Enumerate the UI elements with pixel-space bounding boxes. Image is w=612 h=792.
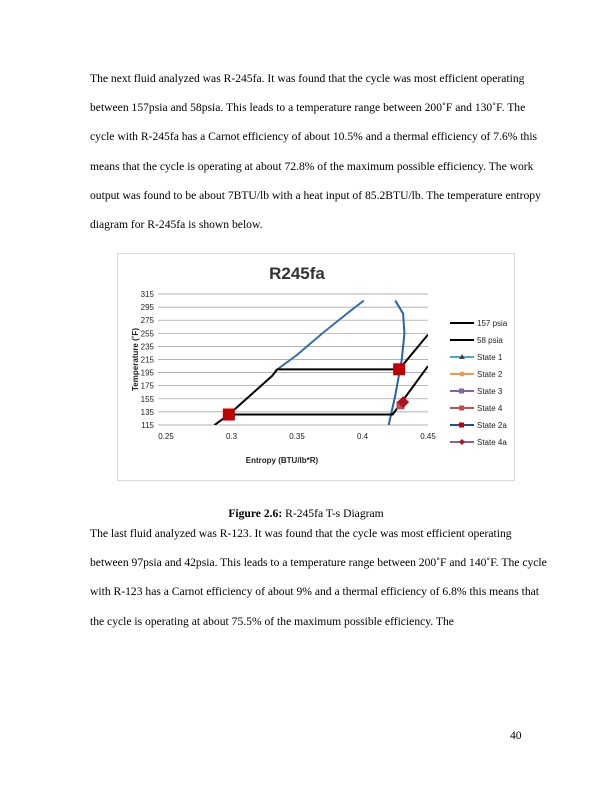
x-tick-label: 0.35 — [289, 432, 305, 441]
legend-label: State 2a — [477, 421, 507, 430]
legend-marker — [459, 406, 464, 411]
y-tick-label: 255 — [140, 329, 154, 339]
legend-label: State 1 — [477, 353, 503, 362]
y-tick-label: 315 — [140, 290, 154, 299]
y-tick-label: 155 — [140, 394, 154, 404]
x-tick-label: 0.4 — [356, 432, 369, 441]
x-tick-label: 0.25 — [158, 432, 174, 441]
legend-label: State 3 — [477, 387, 503, 396]
legend-marker — [459, 423, 464, 428]
y-tick-label: 135 — [140, 407, 154, 417]
paragraph-r123: The last fluid analyzed was R-123. It was found that the cycle was most efficient operating between 97psia and 42psia. This leads to a temperature range between 200˚F and 140˚F. The cycle with R-123 has a Carnot efficiency of about 9% and a thermal efficiency of 6.8% this means that the cycle is operating at about 75.5% of the maximum possible efficiency. The — [90, 527, 547, 628]
y-tick-label: 215 — [140, 355, 154, 365]
data-point-state-2a — [223, 409, 235, 421]
y-tick-label: 175 — [140, 381, 154, 391]
legend-label: State 4a — [477, 438, 507, 447]
y-tick-label: 235 — [140, 342, 154, 352]
x-axis-label: Entropy (BTU/lb*R) — [245, 456, 319, 465]
dome-liquid-line — [275, 301, 364, 372]
caption-text: R-245fa T-s Diagram — [282, 507, 384, 520]
y-tick-label: 275 — [140, 316, 154, 326]
legend-marker — [459, 439, 465, 445]
caption-label: Figure 2.6: — [228, 507, 283, 520]
paragraph-r245fa: The next fluid analyzed was R-245fa. It was found that the cycle was most efficient operating between 157psia and 58psia. This leads to a temperature range between 200˚F and 130˚F. The cycle with R-245fa has a Carnot efficiency of about 10.5% and a thermal efficiency of 7.6% this means that the cycle is operating at about 72.8% of the maximum possible efficiency. The work output was found to be about 7BTU/lb with a heat input of 85.2BTU/lb. The temperature entropy diagram for R-245fa is shown below. — [90, 72, 541, 232]
legend-marker — [459, 389, 464, 394]
x-tick-label: 0.45 — [420, 432, 436, 441]
legend-label: 58 psia — [477, 336, 503, 345]
legend-marker — [460, 372, 465, 377]
y-tick-label: 115 — [141, 421, 154, 430]
chart-svg — [118, 254, 514, 480]
chart-title: R245fa — [269, 264, 325, 283]
y-axis-label: Temperature (˚F) — [131, 328, 140, 391]
y-tick-label: 295 — [140, 303, 154, 313]
y-tick-label: 195 — [140, 368, 154, 378]
data-point-state-2a — [393, 363, 405, 375]
page-number: 40 — [510, 729, 522, 742]
legend-label: 157 psia — [477, 319, 508, 328]
legend-label: State 4 — [477, 404, 503, 413]
legend-label: State 2 — [477, 370, 503, 379]
x-tick-label: 0.3 — [225, 432, 238, 441]
chart-r245fa — [117, 253, 515, 481]
